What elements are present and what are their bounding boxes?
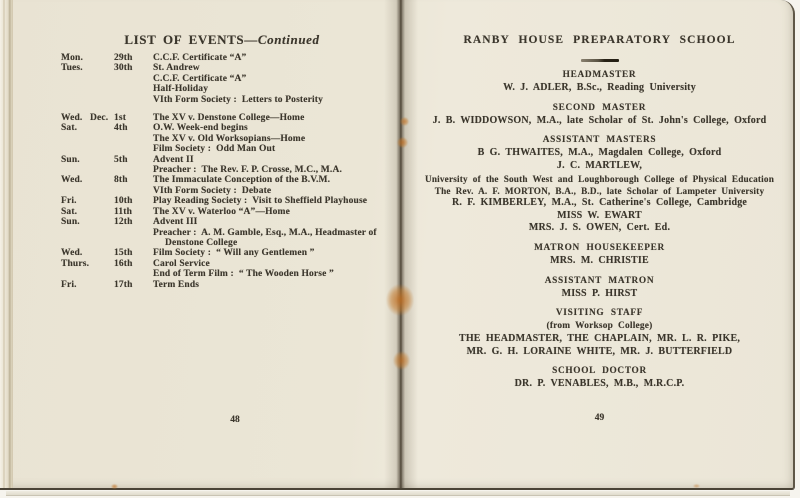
bottom-page-edges [6, 491, 790, 496]
event-date [114, 144, 153, 154]
event-month [90, 217, 114, 227]
event-month [90, 259, 114, 269]
event-date: 11th [114, 206, 133, 217]
event-row [13, 95, 384, 105]
event-text: VIth Form Society : Debate [153, 185, 272, 196]
event-row [13, 269, 384, 279]
event-month [90, 134, 114, 144]
event-date [114, 238, 153, 248]
event-month [90, 165, 114, 175]
event-text: The XV v. Denstone College—Home [153, 113, 305, 124]
event-month [90, 248, 114, 258]
event-row [13, 84, 384, 94]
event-day: Tues. [61, 63, 83, 74]
event-text: Preacher : The Rev. F. P. Crosse, M.C., M.A. [153, 165, 342, 176]
event-month [90, 280, 114, 290]
event-month [90, 207, 114, 217]
event-row [13, 53, 384, 63]
staff-line: MRS. M. CHRISTIE [550, 254, 649, 266]
staff-line: B G. THWAITES, M.A., Magdalen College, Oxford [477, 147, 722, 159]
event-row [13, 238, 384, 248]
event-row [13, 134, 384, 144]
event-text: Advent II [153, 154, 194, 165]
staff-line: MISS W. EWART [557, 209, 642, 221]
right-page [418, 0, 793, 488]
event-row [13, 74, 384, 84]
event-row [13, 196, 384, 206]
staff-line: MRS. J. S. OWEN, Cert. Ed. [528, 222, 671, 234]
event-date: 8th [114, 175, 128, 186]
event-row [13, 63, 384, 73]
event-month [90, 123, 114, 133]
staff-section [418, 134, 781, 235]
staff-line: R. F. KIMBERLEY, M.A., St. Catherine's College, Cambridge [451, 196, 748, 208]
event-month [90, 238, 114, 248]
staff-line: MISS P. HIRST [561, 287, 638, 299]
staff-sections [418, 69, 781, 391]
staff-section-heading: VISITING STAFF [555, 308, 644, 319]
staff-line: MR. G. H. LORAINE WHITE, MR. J. BUTTERFIELD [466, 345, 733, 357]
event-day [61, 134, 90, 144]
event-month: Dec. [90, 113, 109, 124]
event-row [13, 165, 384, 175]
right-page-number: 49 [594, 413, 605, 423]
event-day: Mon. [61, 53, 83, 63]
event-day: Fri. [61, 279, 77, 290]
left-page-edges [0, 0, 13, 488]
staff-section [418, 275, 781, 301]
event-text: Preacher : A. M. Gamble, Esq., M.A., Headmaster of [153, 227, 377, 238]
event-text: Play Reading Society : Visit to Sheffield Playhouse [153, 196, 368, 207]
right-page-title: RANBY HOUSE PREPARATORY SCHOOL [463, 34, 736, 46]
event-row [13, 217, 384, 227]
staff-line: THE HEADMASTER, THE CHAPLAIN, MR. L. R. PIKE, [458, 333, 741, 345]
left-title-main: LIST OF EVENTS [124, 32, 245, 47]
left-page-number: 48 [230, 415, 240, 425]
event-day [61, 74, 90, 84]
event-day [61, 269, 90, 279]
event-row [13, 155, 384, 165]
event-day [61, 238, 90, 248]
staff-line: J. B. WIDDOWSON, M.A., late Scholar of St. John's College, Oxford [432, 114, 767, 126]
event-date [114, 84, 153, 94]
event-row [13, 248, 384, 258]
event-month [90, 63, 114, 73]
event-text: Term Ends [153, 279, 200, 290]
event-month [90, 175, 114, 185]
event-day [61, 144, 90, 154]
event-date: 1st [114, 113, 127, 124]
event-row [13, 280, 384, 290]
event-text: The Immaculate Conception of the B.V.M. [153, 175, 331, 186]
event-date [114, 74, 153, 84]
event-date [114, 134, 153, 144]
event-month [90, 228, 114, 238]
event-date [114, 165, 153, 175]
event-row [13, 144, 384, 154]
event-day: Sun. [61, 217, 80, 228]
event-date [114, 269, 153, 279]
event-month [90, 196, 114, 206]
event-day [61, 165, 90, 175]
event-month [90, 74, 114, 84]
event-day: Wed. [61, 175, 83, 186]
event-row [13, 207, 384, 217]
staff-section [418, 69, 781, 95]
event-day [61, 186, 90, 196]
event-row [13, 123, 384, 133]
event-day: Sat. [61, 206, 78, 217]
left-page-title [62, 33, 382, 47]
left-title-continued: Continued [257, 32, 320, 47]
event-text: VIth Form Society : Letters to Posterity [153, 94, 323, 105]
staff-line: W. J. ADLER, B.Sc., Reading University [503, 82, 696, 93]
event-month [90, 144, 114, 154]
event-day: Wed. [61, 248, 83, 259]
staff-section-heading: SECOND MASTER [552, 102, 647, 113]
event-day: Fri. [61, 196, 77, 207]
staff-section-heading: ASSISTANT MASTERS [542, 135, 657, 146]
event-month [90, 95, 114, 105]
event-text: St. Andrew [153, 63, 200, 74]
staff-section [418, 102, 781, 128]
events-list [13, 53, 384, 290]
staff-section-heading: SCHOOL DOCTOR [552, 366, 647, 377]
staff-line: University of the South West and Loughborough College of Physical Education [424, 173, 774, 184]
staff-section [418, 242, 781, 268]
event-text: The XV v. Waterloo “A”—Home [153, 206, 290, 217]
staff-line: DR. P. VENABLES, M.B., M.R.C.P. [514, 378, 685, 390]
staff-section [418, 307, 781, 358]
staff-line: J. C. MARTLEW, [556, 160, 643, 172]
staff-line: The Rev. A. F. MORTON, B.A., B.D., late Scholar of Lampeter University [434, 185, 765, 196]
event-text: Film Society : Odd Man Out [153, 144, 276, 155]
left-title-dash: — [244, 32, 258, 47]
event-day: Wed. [61, 113, 83, 124]
event-row [13, 113, 384, 123]
staff-line: (from Worksop College) [546, 321, 653, 332]
event-month [90, 84, 114, 94]
event-day [61, 95, 90, 105]
event-text: Half-Holiday [153, 84, 209, 95]
event-date [114, 228, 153, 238]
book-gutter [384, 0, 418, 488]
event-text: Carol Service [153, 258, 210, 269]
event-date: 29th [114, 53, 133, 63]
event-month [90, 186, 114, 196]
event-date: 4th [114, 123, 128, 134]
event-text: The XV v. Old Worksopians—Home [153, 133, 306, 144]
event-date: 15th [114, 248, 133, 259]
event-date [114, 186, 153, 196]
staff-section-heading: MATRON HOUSEKEEPER [534, 242, 665, 253]
staff-section-heading: HEADMASTER [562, 70, 637, 80]
event-text: C.C.F. Certificate “A” [153, 73, 247, 84]
event-row [13, 228, 384, 238]
event-day: Sun. [61, 154, 80, 165]
event-month [90, 53, 114, 63]
event-month [90, 269, 114, 279]
event-date: 16th [114, 258, 133, 269]
event-row [13, 175, 384, 185]
staff-section-heading: ASSISTANT MATRON [544, 275, 655, 286]
event-text: Advent III [153, 217, 198, 228]
event-date: 5th [114, 154, 128, 165]
event-row [13, 259, 384, 269]
event-row [13, 186, 384, 196]
event-date: 30th [114, 63, 133, 74]
event-day: Thurs. [61, 258, 90, 269]
event-text: Film Society : “ Will any Gentlemen ” [153, 248, 315, 259]
staff-section [418, 365, 781, 391]
title-divider [581, 59, 619, 62]
event-date: 17th [114, 279, 133, 290]
event-day: Sat. [61, 123, 78, 134]
event-text: O.W. Week-end begins [153, 123, 248, 134]
left-page [13, 0, 384, 488]
event-day [61, 228, 90, 238]
event-day [61, 84, 90, 94]
event-month [90, 155, 114, 165]
event-date [114, 95, 153, 105]
event-text: Denstone College [165, 237, 238, 248]
event-text: End of Term Film : “ The Wooden Horse ” [153, 269, 334, 280]
event-date: 10th [114, 196, 133, 207]
event-text: C.C.F. Certificate “A” [153, 53, 247, 63]
event-date: 12th [114, 217, 133, 228]
